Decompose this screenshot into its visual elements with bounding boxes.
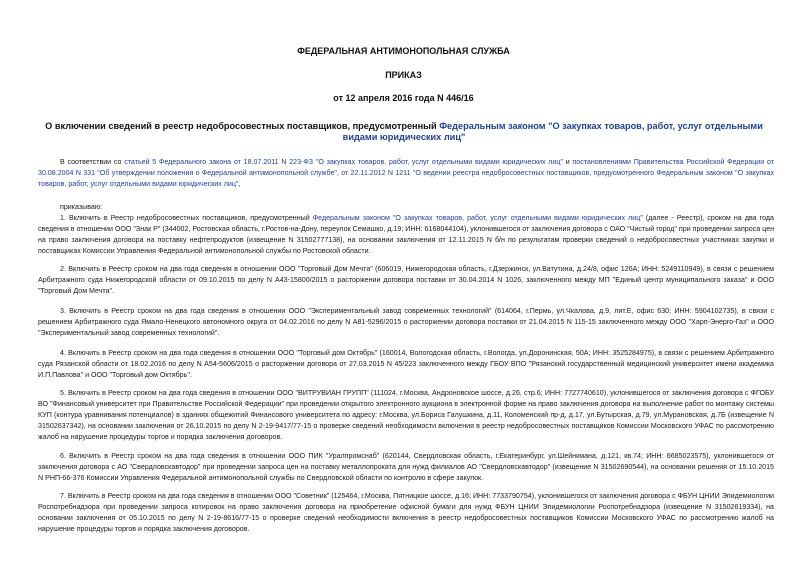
order-item-3: 3. Включить в Реестр сроком на два года сведения в отношении ООО "Экспериментальный завод современных технологий" (614064, г.Пермь, ул.Чкалова, д.9, лит.Е, офис 630; ИНН: 5904102735), в связи с решением Арбитражного суда Ямало-Ненецкого автономного округа от 04.02.2016 по делу N А81-5296/2015 о расторжении договора поставки от 21.04.2015 N 115-15 заключенного между ООО "Харп-Энерго-Газ" и ООО "Экспериментальный завод современных технологий". xyxy=(38,307,774,337)
preamble-paragraph xyxy=(38,157,774,190)
item-1-text-before: 1. Включить в Реестр недобросовестных поставщиков, предусмотренный xyxy=(60,214,313,222)
title-text: О включении сведений в реестр недобросовестных поставщиков, предусмотренный xyxy=(45,121,440,131)
order-item-6: 6. Включить в Реестр сроком на два года сведения в отношении ООО ПИК "Уралпромснаб" (620144, Свердловская область, г.Екатеринбург, ул.Шейнкмана, д.121, кв.74; ИНН: 6685023575), уклонившегося от заключения договора с АО "Свердловскавтодор" при проведении запроса цен на поставку металлопроката для нужд филиалов АО "Свердловскавтодор" (извещение N 31502690544), на основании решения от 15.10.2015 N РНП-66-376 Комиссии Управления Федеральной антимонопольной службы по Свердловской области по контролю в сфере закупок. xyxy=(38,452,774,482)
preamble-text-3: , xyxy=(238,180,241,188)
item-1-law-link[interactable]: Федеральным законом "О закупках товаров, работ, услуг отдельными видами юридических лиц" xyxy=(312,214,643,222)
agency-heading: ФЕДЕРАЛЬНАЯ АНТИМОНОПОЛЬНАЯ СЛУЖБА xyxy=(297,46,510,56)
document-title xyxy=(34,121,774,143)
order-word: приказываю: xyxy=(60,203,103,211)
order-item-4: 4. Включить в Реестр сроком на два года сведения в отношении ООО "Торговый дом Октябрь" (160014, Вологодская область, г.Вологда, ул.Доронинская, 50А; ИНН: 3525284975), в связи с решением Арбитражного суда Рязанской области от 18.02.2016 по делу N А54-5606/2015 о расторжении договора от 27.03.2015 N 45/223 заключенного между ГБОУ ВПО "Рязанский государственный медицинский университет имени академика И.П.Павлова" и ООО "Торговый дом Октябрь". xyxy=(38,349,774,379)
preamble-law-link[interactable]: статьей 5 Федерального закона от 18.07.2011 N 223-ФЗ "О закупках товаров, работ, услуг отдельными видами юридических лиц" xyxy=(124,158,563,166)
preamble-text-2: и xyxy=(562,158,573,166)
preamble-resolutions-link[interactable]: постановлениями Правительства Российской Федерации от 30.08.2004 N 331 "Об утверждении положения о Федеральной антимонопольной службе", от 22.11.2012 N 1211 "О ведении реестра недобросовестных поставщиков, предусмотренного Федеральным законом "О закупках товаров, работ, услуг отдельными видами юридических лиц" xyxy=(38,158,775,188)
order-item-2: 2. Включить в Реестр сроком на два года сведения в отношении ООО "Торговый Дом Мечта" (606019, Нижегородская область, г.Дзержинск, ул.Ватутина, д.24/8, офис 126А; ИНН: 5249110949), в связи с решением Арбитражного суда Нижегородской области от 09.10.2015 по делу N А43-15800/2015 о расторжении договора поставки от 30.04.2014 N 1026, заключенного между МП "Единый центр муниципального заказа" и ООО "Торговый Дом Мечта". xyxy=(38,265,774,295)
document-type-heading: ПРИКАЗ xyxy=(385,70,422,80)
date-number-heading: от 12 апреля 2016 года N 446/16 xyxy=(333,93,474,103)
order-item-1 xyxy=(38,213,774,257)
item-1-text-after: (далее - Реестр), сроком на два года сведения в отношении ООО "Знак Р" (344002, Ростовская область, г.Ростов-на-Дону, переулок Семашко, д.19; ИНН: 6168044104), уклонившегося от заключения договора с ОАО "Чистый город" при проведении запроса цен на право заключения договора на поставку нефтепродуктов (извещение N 31502777138), на основании заключения от 12.11.2015 N б/н по результатам проверки сведений о недобросовестных участниках закупки и поставщиках Комиссии Управления Федеральной антимонопольной службы по Ростовской области. xyxy=(38,214,774,255)
order-item-5: 5. Включить в Реестр сроком на два года сведения в отношении ООО "ВИТРУВИАН ГРУПП" (111024, г.Москва, Андроновское шоссе, д.26, стр.6; ИНН: 7727740610), уклонившегося от заключения договора с ФГОБУ ВО "Финансовый университет при Правительстве Российской Федерации" при проведении открытого электронного аукциона в электронной форме на право заключения договора на выполнение работ по монтажу системы КУП (контура уравнивания потенциалов) в зданиях общежитий Финансового университета по адресу: г.Москва, ул.Бориса Галушкина, д.11, Коломенский пр-д, д.17, ул.Бутырская, д.79, ул.Мурановская, д.7Б (извещение N 31502637342), на основании заключения от 26.10.2015 по делу N 2-19-9417/77-15 о проверке сведений необходимости включения в реестр недобросовестных поставщиков Комиссии Московского УФАС по рассмотрению жалоб на нарушение процедуры торгов и порядка заключения договоров. xyxy=(38,389,774,441)
order-item-7: 7. Включить в Реестр сроком на два года сведения в отношении ООО "Советник" (125464, г.Москва, Пятницкое шоссе, д.16; ИНН: 7733790754), уклонившегося от заключения договора с ФБУН ЦНИИ Эпидемиологии Роспотребнадзора при проведении запроса котировок на право заключения договора на приобретение офисной бумаги для нужд ФБУН ЦНИИ Эпидемиологии Роспотребнадзора (извещение N 31502619334), на основании заключения от 05.10.2015 по делу N 2-19-8616/77-15 о проверке сведений необходимости включения в реестр недобросовестных поставщиков Комиссии Московского УФАС по рассмотрению жалоб на нарушение процедуры торгов и порядка заключения договоров. xyxy=(38,492,774,533)
preamble-text-1: В соответствии со xyxy=(60,158,125,166)
title-law-link[interactable]: Федеральным законом "О закупках товаров, работ, услуг отдельными видами юридических лиц" xyxy=(342,121,763,142)
